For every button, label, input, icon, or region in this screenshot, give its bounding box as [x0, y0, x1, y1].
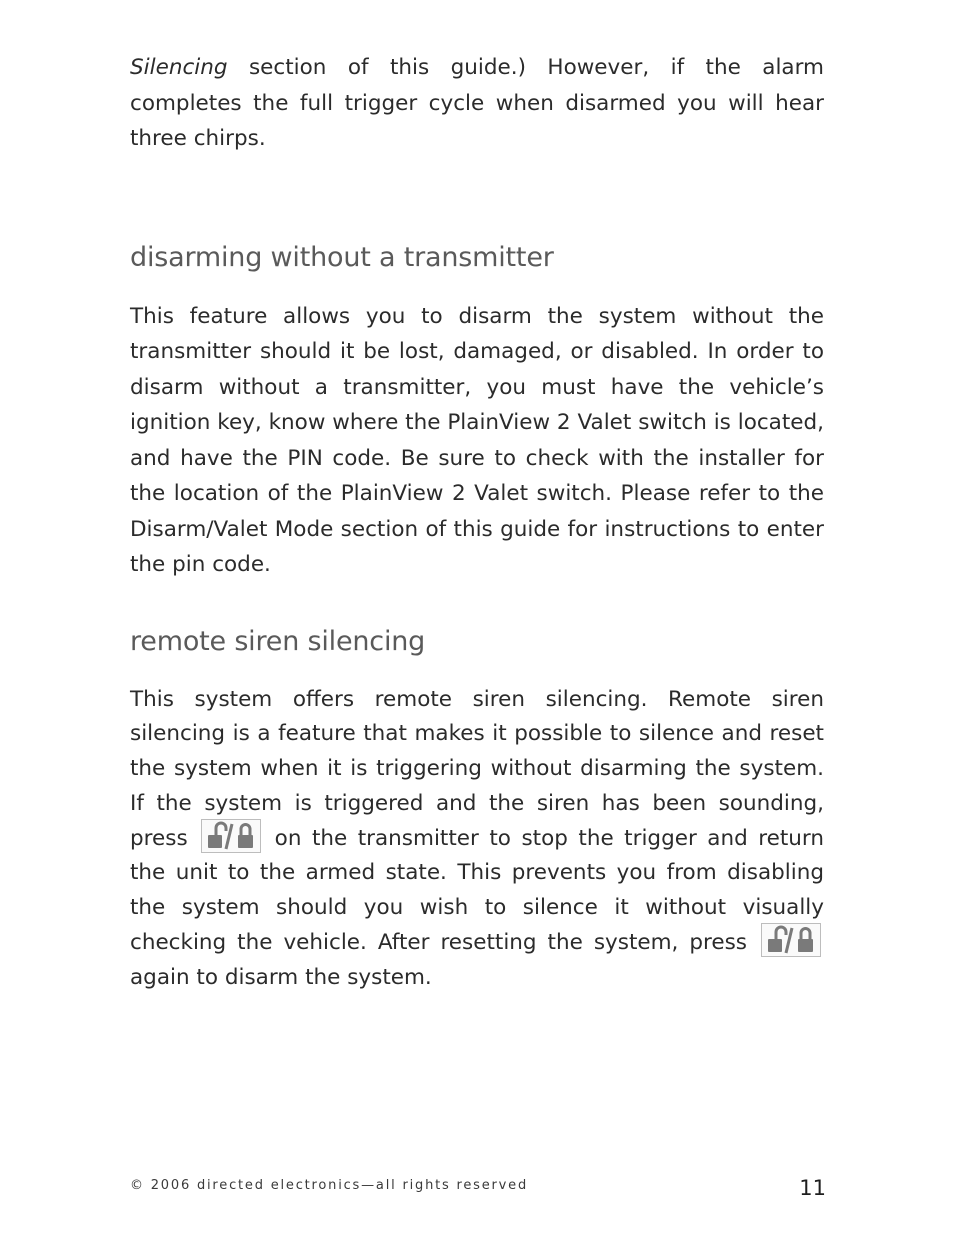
- section-heading-siren-silencing: remote siren silencing: [130, 625, 426, 657]
- page-content: [130, 50, 824, 996]
- intro-paragraph: [130, 50, 824, 157]
- section-body-disarming: This feature allows you to disarm the system without the transmitter should it be lost, damaged, or disabled. In order to disarm without a transmitter, you must have the vehicle’s ignition key, know where the PlainView 2 Valet switch is located, and have the PIN code. Be sure to check with the installer for the location of the PlainView 2 Valet switch. Please refer to the Disarm/Valet Mode section of this guide for instructions to enter the pin code.: [130, 303, 824, 577]
- silencing-text-1: This system offers remote siren silencing. Remote siren silencing is a feature that makes it possible to silence and reset the system when it is triggering without disarming the system. If the system is triggered and the siren has been sounding, press: [130, 686, 824, 851]
- lock-unlock-icon: [761, 923, 821, 957]
- page-number: 11: [799, 1176, 826, 1200]
- footer-copyright: © 2006 directed electronics—all rights reserved: [130, 1178, 529, 1193]
- section-body-siren-silencing: [130, 683, 824, 996]
- section-heading-disarming: disarming without a transmitter: [130, 241, 554, 273]
- intro-italic-lead: Silencing: [130, 55, 228, 80]
- intro-text: section of this guide.) However, if the alarm completes the full trigger cycle when disarmed you will hear three chirps.: [130, 55, 824, 151]
- silencing-text-2: on the transmitter to stop the trigger and return the unit to the armed state. This prevents you from disabling the system should you wish to silence it without visually checking the vehicle. After resetting the system, press: [130, 825, 824, 956]
- lock-unlock-icon: [201, 819, 261, 853]
- silencing-text-3: again to disarm the system.: [130, 964, 432, 990]
